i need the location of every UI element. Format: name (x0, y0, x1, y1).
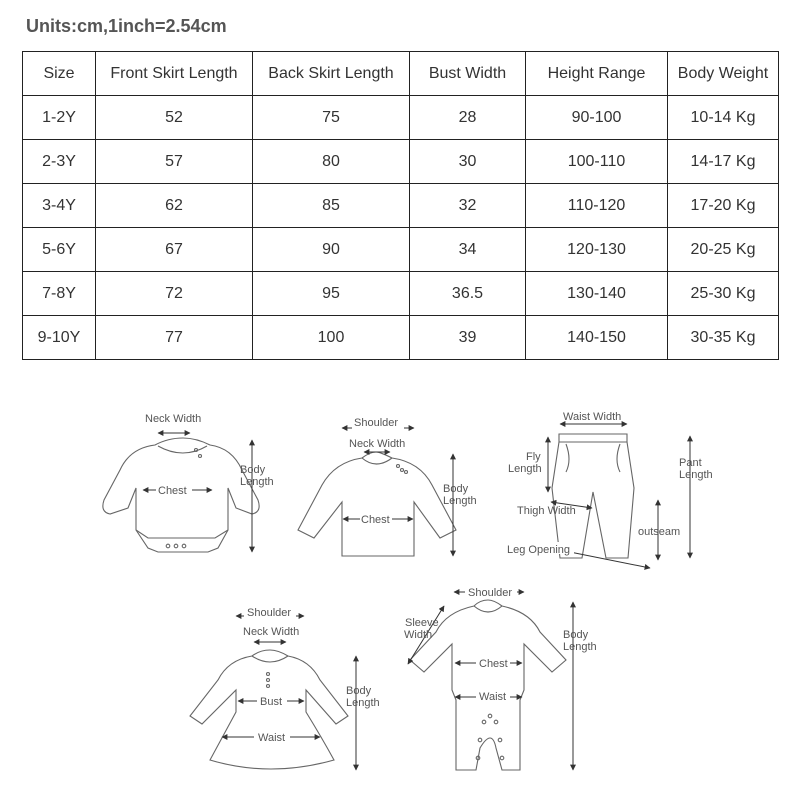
table-cell: 80 (253, 140, 410, 184)
dress-outline (190, 650, 348, 769)
table-cell: 10-14 Kg (668, 96, 779, 140)
table-cell: 25-30 Kg (668, 272, 779, 316)
bodysuit-diagram (103, 413, 274, 552)
neck-width-label: Neck Width (243, 626, 300, 638)
body-length-label: Body (443, 483, 469, 495)
table-cell: 90-100 (526, 96, 668, 140)
shirt-diagram (298, 417, 477, 556)
body-length-label-2: Length (346, 697, 380, 709)
table-cell: 75 (253, 96, 410, 140)
table-cell: 100 (253, 316, 410, 360)
bodysuit-crotch-seam (136, 530, 228, 538)
pants-pockets (566, 444, 620, 472)
chest-label: Chest (158, 485, 187, 497)
table-cell: 3-4Y (23, 184, 96, 228)
units-note: Units:cm,1inch=2.54cm (26, 16, 227, 36)
shoulder-label: Shoulder (354, 417, 399, 429)
table-cell: 77 (96, 316, 253, 360)
table-cell: 34 (410, 228, 526, 272)
table-cell: 130-140 (526, 272, 668, 316)
table-cell: 17-20 Kg (668, 184, 779, 228)
column-header: Body Weight (668, 52, 779, 96)
table-cell: 67 (96, 228, 253, 272)
sleeve-width-label: Sleeve (405, 617, 439, 629)
table-cell: 2-3Y (23, 140, 96, 184)
table-cell: 85 (253, 184, 410, 228)
shoulder-label: Shoulder (468, 587, 513, 599)
body-length-label: Body (563, 629, 589, 641)
dress-collar (252, 656, 288, 662)
waist-width-label: Waist Width (563, 411, 622, 423)
table-cell: 39 (410, 316, 526, 360)
outseam-label: outseam (638, 526, 681, 538)
table-cell: 30 (410, 140, 526, 184)
pants-diagram (506, 411, 713, 568)
pants-outline (552, 434, 634, 558)
table-cell: 52 (96, 96, 253, 140)
table-cell: 20-25 Kg (668, 228, 779, 272)
table-cell: 72 (96, 272, 253, 316)
shirt-collar (362, 458, 392, 464)
table-cell: 90 (253, 228, 410, 272)
table-cell: 110-120 (526, 184, 668, 228)
neck-width-label: Neck Width (145, 413, 202, 425)
table-cell: 7-8Y (23, 272, 96, 316)
chest-label: Chest (479, 658, 508, 670)
table-cell: 100-110 (526, 140, 668, 184)
body-length-label-2: Length (563, 641, 597, 653)
pant-length-label-2: Length (679, 469, 713, 481)
table-cell: 32 (410, 184, 526, 228)
pant-length-label: Pant (679, 457, 702, 469)
waist-label: Waist (258, 732, 286, 744)
neck-width-label: Neck Width (349, 438, 406, 450)
column-header: Size (23, 52, 96, 96)
column-header: Bust Width (410, 52, 526, 96)
table-cell: 95 (253, 272, 410, 316)
table-cell: 62 (96, 184, 253, 228)
thigh-width-label: Thigh Width (517, 505, 576, 517)
body-length-label: Body (240, 464, 266, 476)
bust-label: Bust (260, 696, 283, 708)
table-cell: 57 (96, 140, 253, 184)
romper-diagram (404, 584, 597, 770)
column-header: Back Skirt Length (253, 52, 410, 96)
chest-label: Chest (361, 514, 390, 526)
fly-length-label: Fly (526, 451, 541, 463)
table-cell: 120-130 (526, 228, 668, 272)
table-cell: 14-17 Kg (668, 140, 779, 184)
dress-diagram (190, 607, 380, 770)
table-cell: 9-10Y (23, 316, 96, 360)
shirt-outline (298, 452, 456, 556)
sleeve-width-label-2: Width (404, 629, 433, 641)
fly-length-label-2: Length (508, 463, 542, 475)
table-cell: 36.5 (410, 272, 526, 316)
body-length-label-2: Length (240, 476, 274, 488)
table-cell: 28 (410, 96, 526, 140)
table-cell: 5-6Y (23, 228, 96, 272)
body-length-label: Body (346, 685, 372, 697)
bodysuit-collar (158, 446, 207, 453)
table-cell: 140-150 (526, 316, 668, 360)
shoulder-label: Shoulder (247, 607, 292, 619)
column-header: Front Skirt Length (96, 52, 253, 96)
body-length-label-2: Length (443, 495, 477, 507)
column-header: Height Range (526, 52, 668, 96)
table-cell: 1-2Y (23, 96, 96, 140)
romper-collar (474, 606, 502, 612)
waist-label: Waist (479, 691, 507, 703)
leg-opening-label: Leg Opening (507, 544, 570, 556)
table-cell: 30-35 Kg (668, 316, 779, 360)
